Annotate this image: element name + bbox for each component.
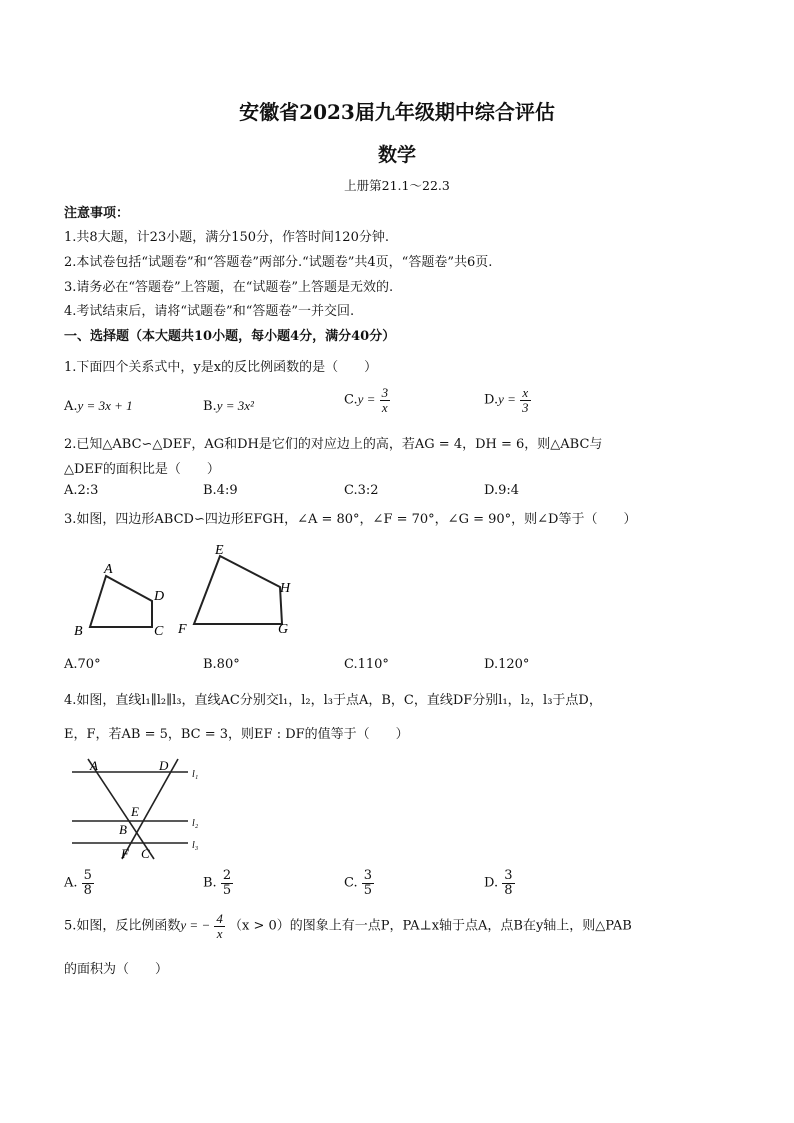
- q1-option-a: A.y = 3x + 1: [64, 398, 133, 414]
- label-b: B: [74, 624, 83, 639]
- exam-title: 安徽省2023届九年级期中综合评估: [239, 100, 555, 124]
- q5-stem-line1: 5.如图，反比例函数y = − $\frac{4}{x}$ （x > 0）的图象上有一点P，PA⊥x轴于点A，点B在y轴上，则△PAB: [64, 911, 632, 941]
- label-c: C: [154, 624, 164, 639]
- label-l1: l₁: [192, 769, 199, 780]
- note-item-1: 1.共8大题，计23小题，满分150分，作答时间120分钟.: [64, 230, 389, 245]
- q4-option-a: A. $\frac{5}{8}$: [64, 868, 92, 898]
- q3-option-d: D.120°: [484, 657, 530, 672]
- q4-stem-line2: E，F，若AB = 5，BC = 3，则EF : DF的值等于（ ）: [64, 727, 409, 742]
- label-f: F: [121, 846, 129, 861]
- q3-option-c: C.110°: [344, 657, 389, 672]
- q2-stem-line1: 2.已知△ABC∽△DEF，AG和DH是它们的对应边上的高，若AG = 4，DH = 6，则△ABC与: [64, 437, 603, 452]
- q5-function-fraction: $\frac{4}{x}$: [216, 911, 223, 941]
- q1-option-a-expr: y = 3x + 1: [77, 398, 133, 413]
- label-c: C: [141, 846, 150, 861]
- line-ac: [88, 759, 154, 859]
- notes-heading: 注意事项：: [64, 206, 130, 221]
- q1-stem: 1.下面四个关系式中，y是x的反比例函数的是（ ）: [64, 360, 378, 375]
- section-heading: 一、选择题（本大题共10小题，每小题4分，满分40分）: [64, 329, 396, 344]
- label-h: H: [280, 581, 291, 596]
- q3-option-a: A.70°: [64, 657, 101, 672]
- q2-option-a: A.2:3: [64, 483, 99, 498]
- q2-option-b: B.4:9: [203, 483, 238, 498]
- q4-option-b-fraction: $\frac{2}{5}$: [222, 868, 232, 898]
- label-a: A: [90, 758, 98, 773]
- q1-option-d: D.y = $\frac{x}{3}$: [484, 385, 529, 415]
- label-l3: l₃: [192, 840, 199, 851]
- q1-option-b-expr: y = 3x²: [216, 398, 254, 413]
- q4-option-b: B. $\frac{2}{5}$: [203, 868, 232, 898]
- quadrilateral-efgh: [194, 556, 282, 624]
- q5-stem-line2: 的面积为（ ）: [64, 962, 169, 977]
- q3-stem: 3.如图，四边形ABCD∽四边形EFGH，∠A = 80°，∠F = 70°，∠G = 90°，则∠D等于（ ）: [64, 512, 637, 527]
- subject-title: 数学: [377, 144, 416, 166]
- q4-option-a-fraction: $\frac{5}{8}$: [83, 868, 92, 898]
- q1-option-c: C.y = $\frac{3}{x}$: [344, 385, 389, 415]
- q4-option-d-fraction: $\frac{3}{8}$: [504, 868, 513, 898]
- label-d: D: [159, 758, 169, 773]
- note-item-3: 3.请务必在“答题卷”上答题，在“试题卷”上答题是无效的.: [64, 280, 394, 295]
- q1-option-b: B.y = 3x²: [203, 398, 254, 414]
- q1-option-c-fraction: $\frac{3}{x}$: [381, 385, 389, 415]
- q1-option-d-fraction: $\frac{x}{3}$: [522, 385, 529, 415]
- label-l2: l₂: [192, 818, 199, 829]
- q4-stem-line1: 4.如图，直线l₁∥l₂∥l₃，直线AC分别交l₁，l₂，l₃于点A，B，C，直线DF分别l₁，l₂，l₃于点D，: [64, 693, 602, 708]
- q3-figure: [70, 540, 310, 645]
- label-g: G: [278, 622, 289, 637]
- q2-stem-line2: △DEF的面积比是（ ）: [64, 462, 220, 477]
- label-a: A: [104, 562, 113, 577]
- label-f: F: [178, 622, 187, 637]
- label-b: B: [119, 822, 127, 837]
- q4-option-c: C. $\frac{3}{5}$: [344, 868, 373, 898]
- label-e: E: [215, 543, 224, 558]
- label-e: E: [131, 804, 139, 819]
- note-item-2: 2.本试卷包括“试题卷”和“答题卷”两部分.“试题卷”共4页，“答题卷”共6页.: [64, 255, 493, 270]
- quadrilateral-abcd: [90, 576, 152, 627]
- q4-figure: [66, 755, 216, 865]
- q3-option-b: B.80°: [203, 657, 240, 672]
- q2-option-c: C.3:2: [344, 483, 379, 498]
- note-item-4: 4.考试结束后，请将“试题卷”和“答题卷”一并交回.: [64, 304, 355, 319]
- exam-scope: 上册第21.1～22.3: [344, 178, 450, 193]
- q4-option-c-fraction: $\frac{3}{5}$: [363, 868, 373, 898]
- q2-option-d: D.9:4: [484, 483, 520, 498]
- q4-option-d: D. $\frac{3}{8}$: [484, 868, 513, 898]
- label-d: D: [154, 589, 165, 604]
